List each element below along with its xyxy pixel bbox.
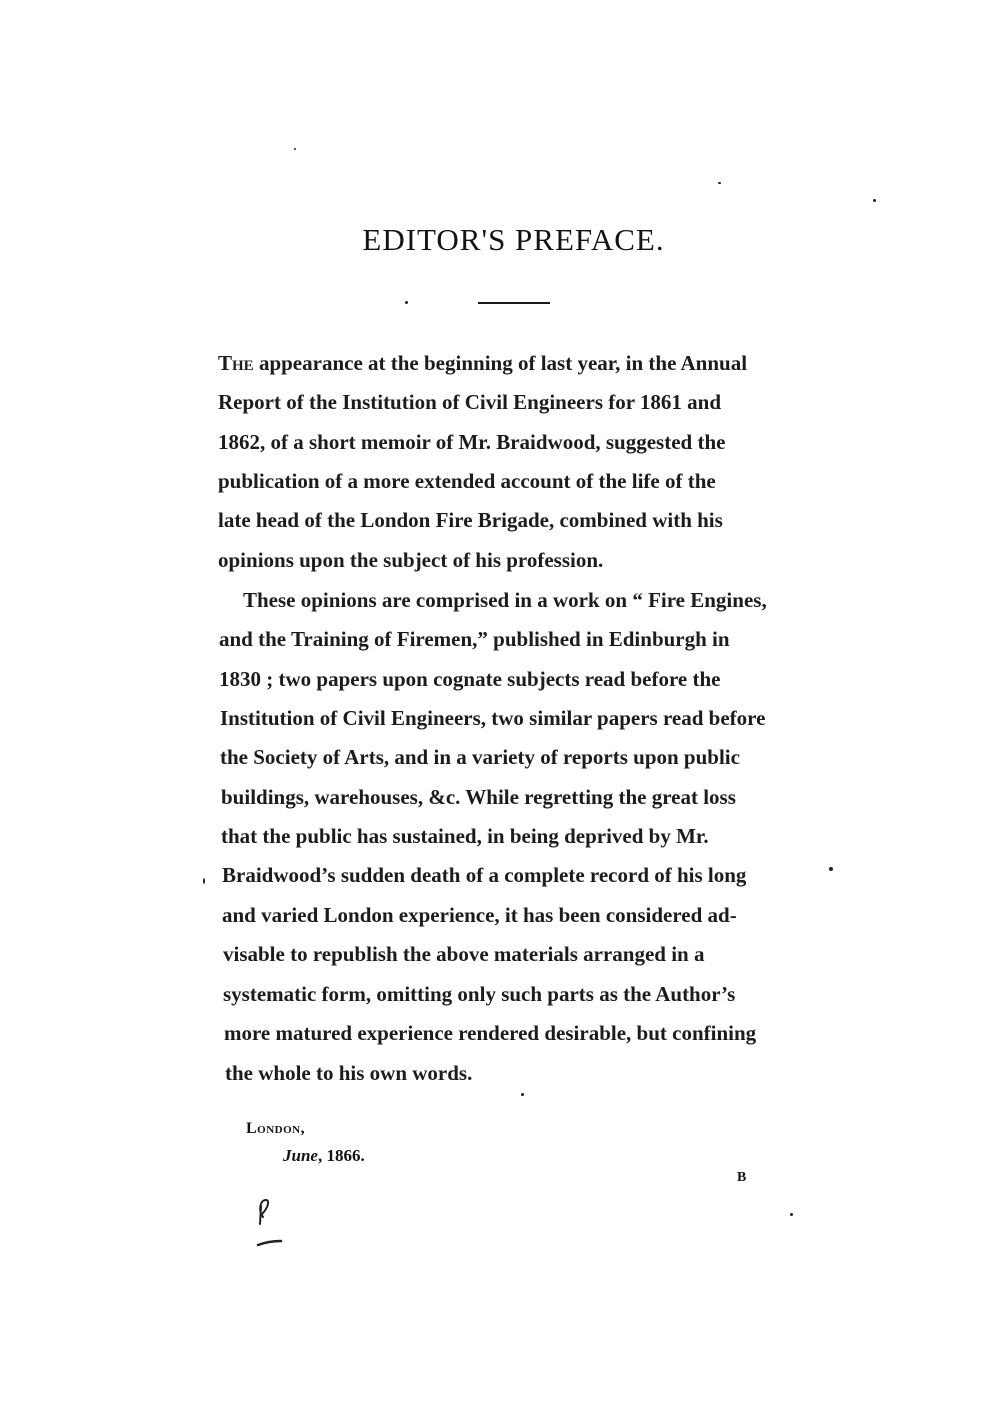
paragraph-2-line-9: and varied London experience, it has been considered ad- (222, 903, 737, 927)
page-title: EDITOR'S PREFACE. (362, 222, 665, 257)
first-word: The (218, 351, 254, 375)
scan-speck (718, 182, 721, 184)
place-line: London, (246, 1120, 306, 1137)
signature-mark: B (737, 1170, 747, 1185)
scan-speck (405, 301, 408, 304)
paragraph-1-line-1: The appearance at the beginning of last year, in the Annual (218, 351, 748, 375)
scan-speck (521, 1093, 524, 1096)
paragraph-2-line-10: visable to republish the above materials arranged in a (223, 942, 705, 966)
scan-speck (873, 199, 876, 202)
paragraph-2-line-8: Braidwood’s sudden death of a complete record of his long (222, 863, 747, 887)
paragraph-2-line-2: and the Training of Firemen,” published in Edinburgh in (219, 627, 730, 651)
paragraph-2-line-5: the Society of Arts, and in a variety of reports upon public (220, 745, 740, 769)
paragraph-1-line-5: late head of the London Fire Brigade, combined with his (218, 508, 723, 532)
paragraph-2-line-13: the whole to his own words. (225, 1061, 473, 1085)
pen-stroke-mark (248, 1192, 288, 1252)
paragraph-2-line-3: 1830 ; two papers upon cognate subjects read before the (219, 667, 721, 691)
paragraph-1-line-6: opinions upon the subject of his profession. (218, 548, 604, 572)
scan-speck (790, 1213, 793, 1216)
paragraph-2-line-12: more matured experience rendered desirable, but confining (224, 1021, 757, 1045)
title-rule (478, 302, 550, 304)
paragraph-1-line-3: 1862, of a short memoir of Mr. Braidwood, suggested the (218, 430, 726, 454)
paragraph-2-line-6: buildings, warehouses, &c. While regretting the great loss (221, 785, 736, 809)
scan-speck (829, 867, 833, 871)
scan-speck (203, 878, 205, 884)
paragraph-1-line-4: publication of a more extended account of the life of the (218, 469, 716, 493)
scan-speck (294, 148, 296, 150)
date-line (283, 1146, 365, 1166)
date-month: June (283, 1146, 318, 1165)
paragraph-2-line-11: systematic form, omitting only such parts as the Author’s (223, 982, 736, 1006)
paragraph-2-line-7: that the public has sustained, in being deprived by Mr. (221, 824, 709, 848)
date-rest: , 1866. (317, 1146, 365, 1165)
paragraph-1-line-2: Report of the Institution of Civil Engineers for 1861 and (218, 390, 722, 414)
paragraph-2-line-1: These opinions are comprised in a work on “ Fire Engines, (243, 588, 767, 612)
paragraph-2-line-4: Institution of Civil Engineers, two similar papers read before (220, 706, 766, 730)
